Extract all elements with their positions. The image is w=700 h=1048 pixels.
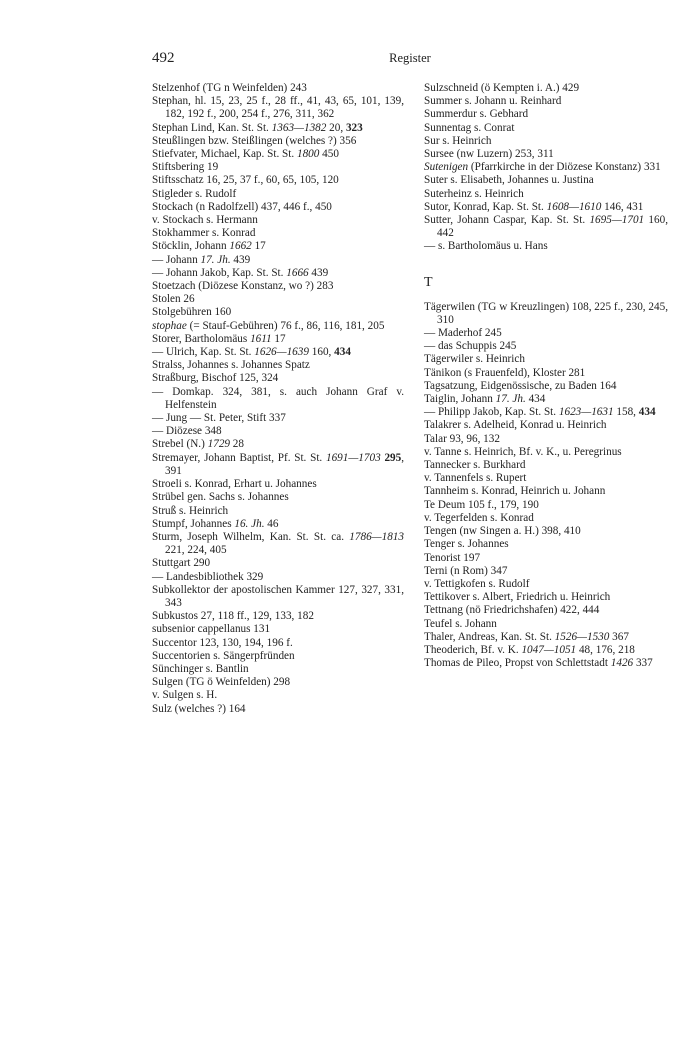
index-entry-text: Talar 93, 96, 132 xyxy=(424,432,500,445)
index-entry xyxy=(424,367,668,380)
index-entry xyxy=(152,610,404,623)
index-entry-text: Sutor, Konrad, Kap. St. St. xyxy=(424,200,547,213)
index-entry xyxy=(424,538,668,551)
index-entry xyxy=(424,499,668,512)
index-entry-text: 221, 224, 405 xyxy=(165,544,227,557)
index-entry xyxy=(152,703,404,716)
index-entry-text: 439 xyxy=(230,253,251,266)
index-entry-text: Tannheim s. Konrad, Heinrich u. Johann xyxy=(424,485,606,498)
index-entry-text: 28 xyxy=(230,438,244,451)
index-entry-text: 439 xyxy=(308,266,329,279)
index-entry-italic: stophae xyxy=(152,319,187,332)
index-entry-text: Stiftsbering 19 xyxy=(152,161,219,174)
index-entry xyxy=(424,214,668,240)
index-entry-text: 46 xyxy=(264,517,279,530)
index-entries-s xyxy=(424,82,668,254)
index-entry xyxy=(152,676,404,689)
index-entry xyxy=(424,353,668,366)
index-entry-text: 17 xyxy=(251,240,266,253)
index-entry-text: v. Stockach s. Hermann xyxy=(152,214,258,227)
index-entry-italic: 1626—1639 xyxy=(254,346,309,359)
index-entry-text: Sturm, Joseph Wilhelm, Kan. St. St. ca. xyxy=(152,530,350,543)
index-entry-text: Thomas de Pileo, Propst von Schlettstadt xyxy=(424,657,611,670)
section-letter-t: T xyxy=(424,274,433,290)
index-entry xyxy=(424,161,668,174)
index-entry xyxy=(424,82,668,95)
index-entry-italic: 1695—1701 xyxy=(589,214,645,227)
index-entry-text: Thaler, Andreas, Kan. St. St. xyxy=(424,630,555,643)
index-entry-text: 20, xyxy=(326,121,346,134)
index-entry-text: Sursee (nw Luzern) 253, 311 xyxy=(424,148,554,161)
index-entry xyxy=(424,552,668,565)
index-entry-italic: 1729 xyxy=(207,438,230,451)
index-entry-italic: 1611 xyxy=(250,332,272,345)
index-entry-text: — Maderhof 245 xyxy=(424,327,502,340)
index-entry xyxy=(424,174,668,187)
index-entry-text: , 391 xyxy=(165,451,405,477)
index-entry-text: Terni (n Rom) 347 xyxy=(424,564,508,577)
index-entry xyxy=(152,663,404,676)
index-entry-text: Straßburg, Bischof 125, 324 xyxy=(152,372,279,385)
index-entry-text: Theoderich, Bf. v. K. xyxy=(424,643,522,656)
index-entry xyxy=(152,82,404,95)
index-entry-text: Storer, Bartholomäus xyxy=(152,332,251,345)
index-entry-text: — Johann Jakob, Kap. St. St. xyxy=(152,266,287,279)
index-entry-text: Sulz (welches ?) 164 xyxy=(152,702,246,715)
running-title: Register xyxy=(389,51,431,65)
index-entry-text: Tenorist 197 xyxy=(424,551,481,564)
index-entry-text: Sulzschneid (ö Kempten i. A.) 429 xyxy=(424,82,580,94)
index-entry-text: v. Tanne s. Heinrich, Bf. v. K., u. Peregrinus xyxy=(424,445,622,458)
index-entry-italic: 1662 xyxy=(229,240,252,253)
index-entry-text: Subkollektor der apostolischen Kammer 127, 327, 331, 343 xyxy=(152,583,404,609)
index-entry-bold: 434 xyxy=(638,406,656,419)
index-entry xyxy=(152,505,404,518)
index-entry xyxy=(152,227,404,240)
index-entry-text: (Pfarrkirche in der Diözese Konstanz) 331 xyxy=(468,161,661,174)
index-entry-text: 337 xyxy=(633,657,653,670)
index-entry-text: — Landesbibliothek 329 xyxy=(152,570,264,583)
index-entry-text: Stockach (n Radolfzell) 437, 446 f., 450 xyxy=(152,200,332,213)
index-entry xyxy=(152,438,404,451)
index-entry-text: Tägerwiler s. Heinrich xyxy=(424,353,525,366)
index-entry xyxy=(424,148,668,161)
index-entry-text: Tagsatzung, Eidgenössische, zu Baden 164 xyxy=(424,379,617,392)
index-entry xyxy=(152,412,404,425)
index-entry-text: Succentorien s. Sängerpfründen xyxy=(152,649,295,662)
index-entry-text: Stolen 26 xyxy=(152,293,195,306)
index-entry xyxy=(152,333,404,346)
index-entry-text: Stigleder s. Rudolf xyxy=(152,187,237,200)
index-entry-text: Stralss, Johannes s. Johannes Spatz xyxy=(152,359,310,372)
index-entry-text: Stuttgart 290 xyxy=(152,557,211,570)
index-entry-italic: 1800 xyxy=(296,148,320,161)
index-entry-text: 434 xyxy=(525,393,546,406)
index-entry xyxy=(424,644,668,657)
index-entry xyxy=(152,452,404,478)
index-entry-text: Sulgen (TG ö Weinfelden) 298 xyxy=(152,676,291,689)
page-number: 492 xyxy=(152,50,175,66)
index-entry-text: Talakrer s. Adelheid, Konrad u. Heinrich xyxy=(424,419,607,432)
index-entry-text: Succentor 123, 130, 194, 196 f. xyxy=(152,636,293,649)
index-entry-text: Tenger s. Johannes xyxy=(424,538,509,551)
index-entry-text: 160, xyxy=(308,346,335,359)
index-entry-text: 160, 442 xyxy=(437,214,668,240)
index-entry-italic: 1526—1530 xyxy=(554,630,610,643)
index-entry xyxy=(424,657,668,670)
index-entry-text: — Diözese 348 xyxy=(152,425,222,438)
index-entry xyxy=(152,161,404,174)
index-entry-text: — s. Bartholomäus u. Hans xyxy=(424,240,548,253)
index-entry-text: Sutter, Johann Caspar, Kap. St. St. xyxy=(424,214,590,227)
index-entry-italic: 1623—1631 xyxy=(558,406,614,419)
index-entry-text: subsenior cappellanus 131 xyxy=(152,623,271,636)
index-entry-text: Summer s. Johann u. Reinhard xyxy=(424,95,562,108)
index-entry-text: 450 xyxy=(319,148,339,161)
index-entry-italic: 1363—1382 xyxy=(271,121,327,134)
index-entry xyxy=(424,95,668,108)
index-entry-text: Tägerwilen (TG w Kreuzlingen) 108, 225 f., 230, 245, 310 xyxy=(424,300,668,326)
index-entry-text: Sünchinger s. Bantlin xyxy=(152,662,249,675)
index-entry-text: Strebel (N.) xyxy=(152,438,208,451)
index-column-right xyxy=(424,82,668,670)
index-entry xyxy=(152,491,404,504)
index-entry-text: 367 xyxy=(609,630,629,643)
index-entry xyxy=(152,425,404,438)
index-entry xyxy=(424,406,668,419)
index-entry xyxy=(152,148,404,161)
index-entry-text: — Domkap. 324, 381, s. auch Johann Graf v. Helfenstein xyxy=(152,385,404,411)
index-entry xyxy=(152,320,404,333)
index-entry-text: 146, 431 xyxy=(601,200,644,213)
index-entry-text: Stokhammer s. Konrad xyxy=(152,227,256,240)
index-entry xyxy=(152,571,404,584)
index-entry-text: v. Tannenfels s. Rupert xyxy=(424,472,527,485)
index-entry-bold: 323 xyxy=(345,121,363,134)
index-entry-text: Summerdur s. Gebhard xyxy=(424,108,529,121)
index-entry-italic: 17. Jh. xyxy=(495,393,526,406)
index-entry xyxy=(424,122,668,135)
index-entry xyxy=(424,512,668,525)
index-entry-italic: 1426 xyxy=(610,657,634,670)
index-entry-text: Te Deum 105 f., 179, 190 xyxy=(424,498,539,511)
index-entry xyxy=(152,637,404,650)
index-entry xyxy=(424,201,668,214)
index-entry xyxy=(424,135,668,148)
index-entry xyxy=(424,393,668,406)
index-entry xyxy=(424,240,668,253)
index-entry xyxy=(424,591,668,604)
index-entry-text: (= Stauf-Gebühren) 76 f., 86, 116, 181, 205 xyxy=(186,319,385,332)
index-entry xyxy=(424,631,668,644)
index-entry-text: Strübel gen. Sachs s. Johannes xyxy=(152,491,289,504)
index-entry-text: 158, xyxy=(613,406,639,419)
index-entry-italic: 1608—1610 xyxy=(546,200,602,213)
index-entry-text: v. Sulgen s. H. xyxy=(152,689,218,702)
index-entry-text: Stolgebühren 160 xyxy=(152,306,232,319)
index-column-left xyxy=(152,82,404,716)
index-entry-italic: 1691—1703 xyxy=(325,451,381,464)
index-entry xyxy=(152,254,404,267)
index-entry-text: — das Schuppis 245 xyxy=(424,340,517,353)
index-entry xyxy=(152,280,404,293)
index-entry-italic: 16. Jh. xyxy=(234,517,265,530)
index-entry-text: Stroeli s. Konrad, Erhart u. Johannes xyxy=(152,478,317,491)
index-entry-text: Stiefvater, Michael, Kap. St. St. xyxy=(152,148,297,161)
index-entry-italic: 1047—1051 xyxy=(521,643,577,656)
index-entry-text: Stremayer, Johann Baptist, Pf. St. St. xyxy=(152,451,326,464)
index-entry xyxy=(152,293,404,306)
index-entry xyxy=(152,95,404,121)
index-entry xyxy=(152,386,404,412)
index-entry xyxy=(424,578,668,591)
index-entry-text: Teufel s. Johann xyxy=(424,617,497,630)
index-entry-text: v. Tegerfelden s. Konrad xyxy=(424,511,534,524)
index-entry-text: 48, 176, 218 xyxy=(576,643,635,656)
index-entry-text: Subkustos 27, 118 ff., 129, 133, 182 xyxy=(152,610,314,623)
page-header xyxy=(152,50,668,72)
index-entry-italic: 1786—1813 xyxy=(349,530,404,543)
index-entries-t xyxy=(424,301,668,671)
index-entry xyxy=(152,623,404,636)
index-entry-text: Stiftsschatz 16, 25, 37 f., 60, 65, 105, 120 xyxy=(152,174,339,187)
index-entry xyxy=(424,485,668,498)
index-entry xyxy=(152,531,404,557)
index-entry xyxy=(152,584,404,610)
index-entry xyxy=(152,518,404,531)
index-entry-text: Sur s. Heinrich xyxy=(424,134,492,147)
index-entry xyxy=(152,346,404,359)
index-entry xyxy=(424,618,668,631)
index-entry-text: — Jung — St. Peter, Stift 337 xyxy=(152,412,286,425)
index-entry-italic: Sutenigen xyxy=(424,161,469,174)
index-entry-italic: 1666 xyxy=(286,266,309,279)
index-entry-text: Stephan Lind, Kan. St. St. xyxy=(152,121,272,134)
index-entry xyxy=(424,472,668,485)
index-entry xyxy=(152,372,404,385)
index-entry xyxy=(424,433,668,446)
index-entry-text: Stephan, hl. 15, 23, 25 f., 28 ff., 41, 43, 65, 101, 139, 182, 192 f., 200, 254 f., 276, 311, 362 xyxy=(152,95,404,121)
index-entry xyxy=(424,340,668,353)
index-entry-bold: 295 xyxy=(384,451,402,464)
index-entry-italic: 17. Jh. xyxy=(200,253,231,266)
index-entry-text: v. Tettigkofen s. Rudolf xyxy=(424,577,530,590)
index-entry-text: Suterheinz s. Heinrich xyxy=(424,187,524,200)
index-entry xyxy=(152,359,404,372)
index-entry xyxy=(424,108,668,121)
index-entry xyxy=(152,214,404,227)
index-entry xyxy=(424,380,668,393)
index-entry xyxy=(424,327,668,340)
index-entry-bold: 434 xyxy=(334,346,351,359)
index-entry xyxy=(152,267,404,280)
index-entry-text: Tettikover s. Albert, Friedrich u. Heinrich xyxy=(424,591,611,604)
index-entry xyxy=(424,446,668,459)
index-entry xyxy=(424,419,668,432)
index-entry xyxy=(424,301,668,327)
index-entry-text: — Ulrich, Kap. St. St. xyxy=(152,346,255,359)
index-entry xyxy=(152,557,404,570)
index-entry-text: — Philipp Jakob, Kap. St. St. xyxy=(424,406,559,419)
index-entry xyxy=(424,525,668,538)
index-entry xyxy=(152,122,404,135)
index-entry xyxy=(152,240,404,253)
index-entry xyxy=(152,306,404,319)
index-entry xyxy=(152,174,404,187)
index-entry xyxy=(152,689,404,702)
index-entry-text: Tengen (nw Singen a. H.) 398, 410 xyxy=(424,525,581,538)
index-entry-text: Tettnang (nö Friedrichshafen) 422, 444 xyxy=(424,604,600,617)
index-entry xyxy=(424,565,668,578)
index-entry-text: Struß s. Heinrich xyxy=(152,504,229,517)
index-entry-text: — Johann xyxy=(152,253,201,266)
index-entry xyxy=(424,459,668,472)
index-entry-text: Taiglin, Johann xyxy=(424,393,496,406)
index-entry xyxy=(424,604,668,617)
index-entry-text: Stoetzach (Diözese Konstanz, wo ?) 283 xyxy=(152,280,334,293)
index-entry-text: 17 xyxy=(271,332,286,345)
index-entry-text: Steußlingen bzw. Steißlingen (welches ?) 356 xyxy=(152,134,357,147)
index-entry-text: Suter s. Elisabeth, Johannes u. Justina xyxy=(424,174,594,187)
index-entry-text: Tänikon (s Frauenfeld), Kloster 281 xyxy=(424,366,586,379)
index-entry xyxy=(152,650,404,663)
index-entry xyxy=(152,135,404,148)
index-entry xyxy=(424,188,668,201)
index-entry xyxy=(152,201,404,214)
index-entry-text: Stöcklin, Johann xyxy=(152,240,230,253)
index-entry xyxy=(152,188,404,201)
index-entry-text: Stumpf, Johannes xyxy=(152,517,235,530)
index-entry-text: Stelzenhof (TG n Weinfelden) 243 xyxy=(152,82,307,94)
index-entry-text: Tannecker s. Burkhard xyxy=(424,459,526,472)
index-entry xyxy=(152,478,404,491)
index-entry-text: Sunnentag s. Conrat xyxy=(424,121,515,134)
